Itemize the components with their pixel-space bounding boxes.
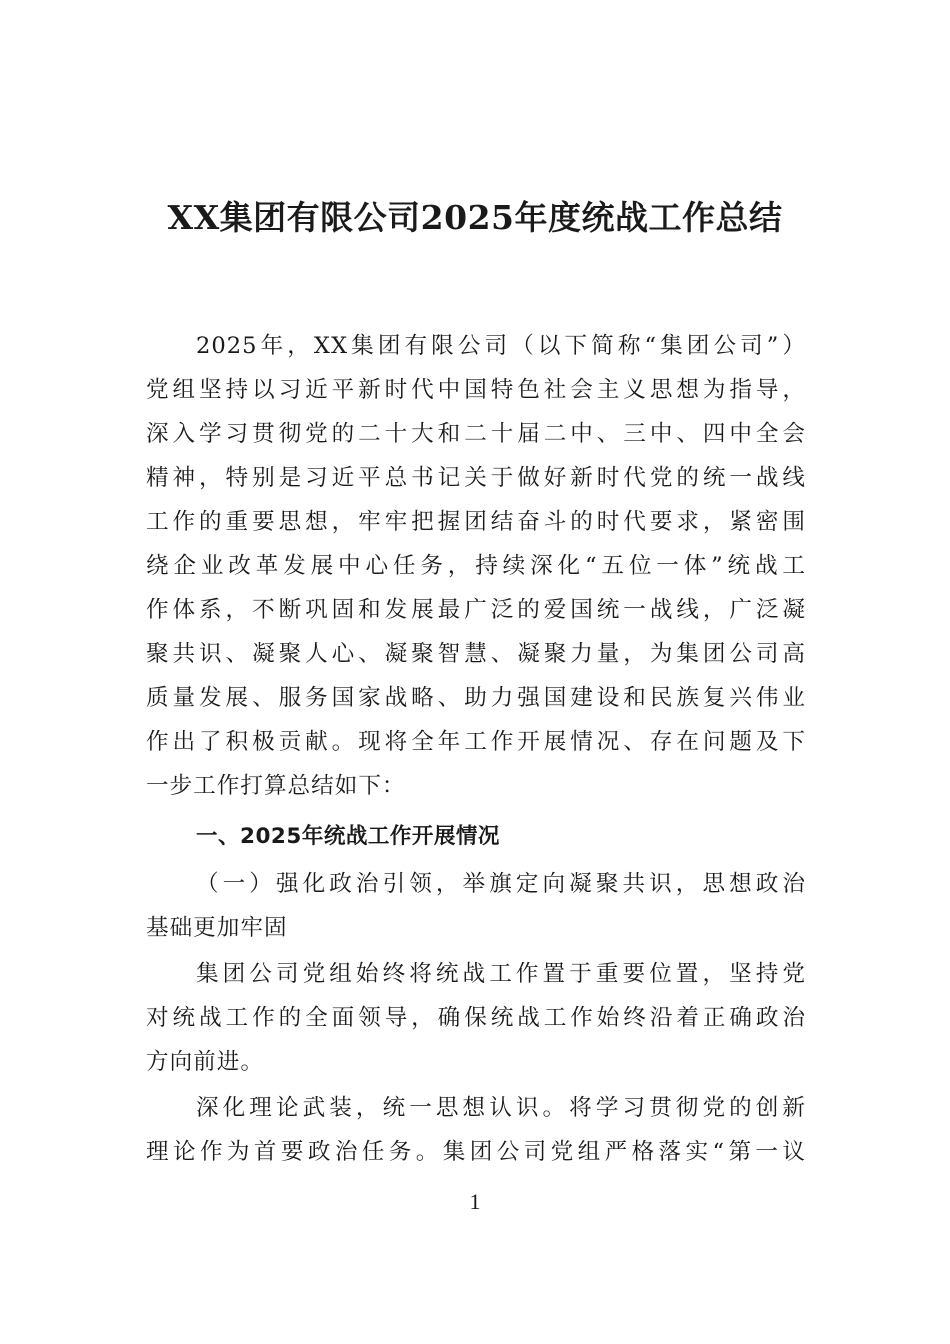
paragraph-line: 作出了积极贡献。现将全年工作开展情况、存在问题及下 — [146, 729, 806, 755]
paragraph-line: 方向前进。 — [146, 1049, 264, 1075]
paragraph-line: 集团公司党组始终将统战工作置于重要位置，坚持党 — [196, 961, 806, 987]
paragraph-line: 一步工作打算总结如下： — [146, 773, 406, 799]
subsection-heading-line: 基础更加牢固 — [146, 915, 288, 941]
document-title: XX集团有限公司2025年度统战工作总结 — [167, 198, 783, 237]
subsection-heading-line: （一）强化政治引领，举旗定向凝聚共识，思想政治 — [196, 871, 806, 897]
paragraph-line: 绕企业改革发展中心任务，持续深化“五位一体”统战工 — [146, 553, 806, 579]
paragraph-line: 精神，特别是习近平总书记关于做好新时代党的统一战线 — [146, 465, 806, 491]
paragraph-line: 2025年，XX集团有限公司（以下简称“集团公司”） — [196, 333, 806, 359]
paragraph-line: 党组坚持以习近平新时代中国特色社会主义思想为指导， — [146, 377, 806, 403]
paragraph-line: 作体系，不断巩固和发展最广泛的爱国统一战线，广泛凝 — [146, 597, 806, 623]
paragraph-line: 聚共识、凝聚人心、凝聚智慧、凝聚力量，为集团公司高 — [146, 641, 806, 667]
paragraph-line: 理论作为首要政治任务。集团公司党组严格落实“第一议 — [146, 1139, 806, 1165]
section-heading: 一、2025年统战工作开展情况 — [196, 824, 500, 849]
paragraph-line: 工作的重要思想，牢牢把握团结奋斗的时代要求，紧密围 — [146, 509, 806, 535]
page-number: 1 — [469, 1189, 481, 1214]
paragraph-line: 深入学习贯彻党的二十大和二十届二中、三中、四中全会 — [146, 421, 806, 447]
paragraph-line: 深化理论武装，统一思想认识。将学习贯彻党的创新 — [196, 1095, 806, 1121]
paragraph-line: 对统战工作的全面领导，确保统战工作始终沿着正确政治 — [146, 1005, 806, 1031]
paragraph-line: 质量发展、服务国家战略、助力强国建设和民族复兴伟业 — [146, 685, 806, 711]
